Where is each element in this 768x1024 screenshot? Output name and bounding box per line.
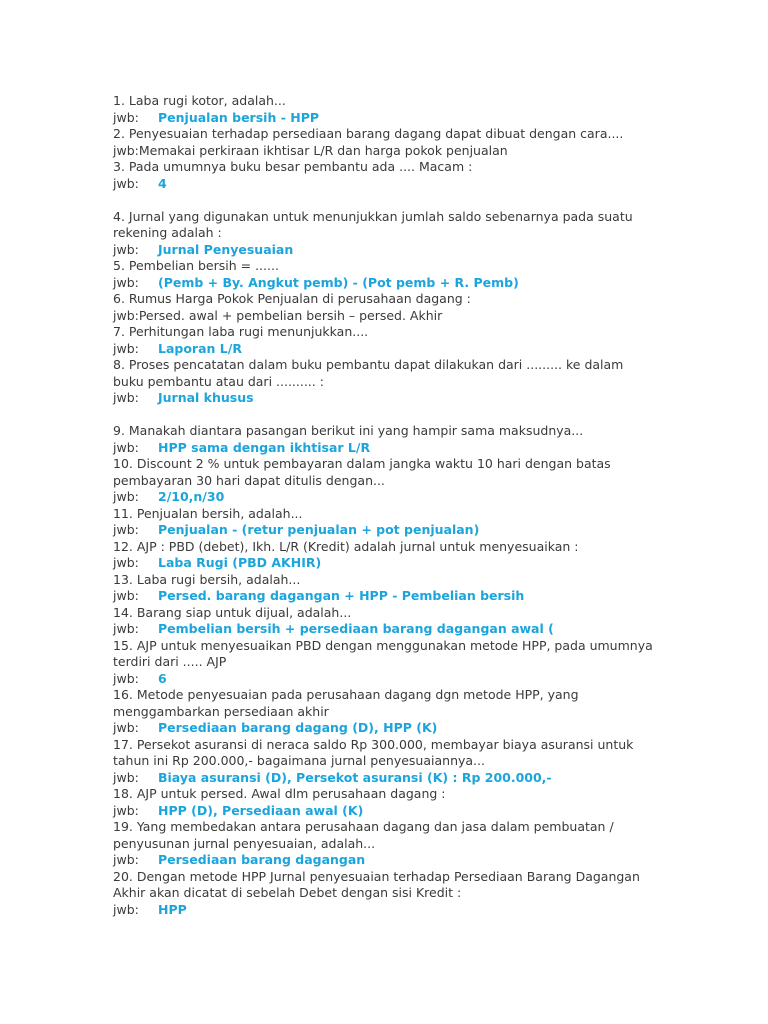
answer-text: HPP [158,901,187,917]
answer-text: Penjualan - (retur penjualan + pot penjualan) [158,522,480,537]
answer-label: jwb: [113,670,139,686]
answer-label: jwb: [113,175,139,191]
question-line: penyusunan jurnal penyesuaian, adalah... [113,835,376,851]
answer-text: 6 [158,670,167,686]
question-line: 20. Dengan metode HPP Jurnal penyesuaian terhadap Persediaan Barang Dagangan [113,868,640,884]
answer-line [113,720,653,737]
answer-line [113,275,653,292]
question-line: Akhir akan dicatat di sebelah Debet dengan sisi Kredit : [113,885,462,900]
answer-text: Pembelian bersih + persediaan barang dagangan awal ( [158,621,554,636]
answer-label: jwb: [113,439,139,455]
question-line: 16. Metode penyesuaian pada perusahaan dagang dgn metode HPP, yang [113,687,579,702]
answer-text: jwb:Persed. awal + pembelian bersih – persed. Akhir [113,307,443,323]
answer-line [113,770,653,787]
answer-line [113,341,653,358]
answer-label: jwb: [113,489,139,504]
answer-line [113,671,653,688]
question-line: 15. AJP untuk menyesuaikan PBD dengan menggunakan metode HPP, pada umumnya [113,637,653,653]
answer-text: HPP (D), Persediaan awal (K) [158,802,364,818]
question-line: 12. AJP : PBD (debet), Ikh. L/R (Kredit) adalah jurnal untuk menyesuaikan : [113,538,579,554]
question-line: 6. Rumus Harga Pokok Penjualan di perusahaan dagang : [113,291,471,306]
answer-line [113,440,653,457]
question-line: 5. Pembelian bersih = ...... [113,258,279,273]
question-line: 8. Proses pencatatan dalam buku pembantu dapat dilakukan dari ......... ke dalam [113,357,624,372]
answer-label: jwb: [113,802,139,818]
answer-line [113,489,653,506]
answer-line [113,390,653,407]
question-line: 10. Discount 2 % untuk pembayaran dalam jangka waktu 10 hari dengan batas [113,456,611,471]
question-line: menggambarkan persediaan akhir [113,703,329,719]
question-line: 7. Perhitungan laba rugi menunjukkan.... [113,324,369,339]
answer-line [113,522,653,539]
answer-line [113,242,653,259]
question-line: 11. Penjualan bersih, adalah... [113,505,303,521]
question-line: rekening adalah : [113,225,222,240]
answer-text: Jurnal Penyesuaian [158,241,294,257]
answer-text: Jurnal khusus [158,390,254,405]
answer-line [113,176,653,193]
question-line: buku pembantu atau dari .......... : [113,373,324,389]
answer-label: jwb: [113,720,139,735]
answer-label: jwb: [113,390,139,405]
question-line: pembayaran 30 hari dapat ditulis dengan... [113,472,385,488]
answer-text: Laporan L/R [158,340,242,356]
answer-label: jwb: [113,340,139,356]
blank-line [113,407,653,424]
question-line: 17. Persekot asuransi di neraca saldo Rp 300.000, membayar biaya asuransi untuk [113,736,634,752]
question-line: 19. Yang membedakan antara perusahaan dagang dan jasa dalam pembuatan / [113,819,614,834]
question-line: terdiri dari ..... AJP [113,654,227,669]
answer-text: HPP sama dengan ikhtisar L/R [158,439,371,455]
answer-label: jwb: [113,241,139,257]
document-body [113,93,653,918]
answer-line [113,110,653,127]
answer-text: Penjualan bersih - HPP [158,109,320,125]
answer-text: (Pemb + By. Angkut pemb) - (Pot pemb + R. Pemb) [158,274,519,290]
question-line: 14. Barang siap untuk dijual, adalah... [113,604,352,620]
answer-line [113,852,653,869]
answer-label: jwb: [113,109,139,125]
answer-line [113,308,653,325]
question-line: 9. Manakah diantara pasangan berikut ini yang hampir sama maksudnya... [113,423,584,438]
question-line: 1. Laba rugi kotor, adalah... [113,93,286,108]
answer-label: jwb: [113,901,139,917]
answer-text: Persediaan barang dagangan [158,852,366,867]
answer-label: jwb: [113,852,139,867]
question-line: 3. Pada umumnya buku besar pembantu ada .... Macam : [113,159,473,174]
answer-label: jwb: [113,621,139,636]
answer-text: Laba Rugi (PBD AKHIR) [158,555,322,570]
answer-text: Persed. barang dagangan + HPP - Pembelian bersih [158,588,525,603]
question-line: 18. AJP untuk persed. Awal dlm perusahaan dagang : [113,786,446,801]
answer-line [113,555,653,572]
question-line: 4. Jurnal yang digunakan untuk menunjukkan jumlah saldo sebenarnya pada suatu [113,208,633,224]
answer-label: jwb: [113,522,139,537]
question-line: tahun ini Rp 200.000,- bagaimana jurnal penyesuaiannya... [113,753,485,768]
answer-text: jwb:Memakai perkiraan ikhtisar L/R dan harga pokok penjualan [113,142,508,158]
answer-text: Biaya asuransi (D), Persekot asuransi (K) : Rp 200.000,- [158,769,552,785]
blank-line [113,192,653,209]
answer-label: jwb: [113,555,139,570]
question-line: 2. Penyesuaian terhadap persediaan barang dagang dapat dibuat dengan cara.... [113,126,624,141]
answer-text: 4 [158,175,167,191]
answer-text: Persediaan barang dagang (D), HPP (K) [158,720,438,735]
answer-line [113,588,653,605]
answer-label: jwb: [113,769,139,785]
answer-line [113,803,653,820]
answer-line [113,621,653,638]
answer-label: jwb: [113,588,139,603]
answer-line [113,143,653,160]
question-line: 13. Laba rugi bersih, adalah... [113,571,301,587]
answer-line [113,902,653,919]
answer-text: 2/10,n/30 [158,489,225,504]
answer-label: jwb: [113,274,139,290]
